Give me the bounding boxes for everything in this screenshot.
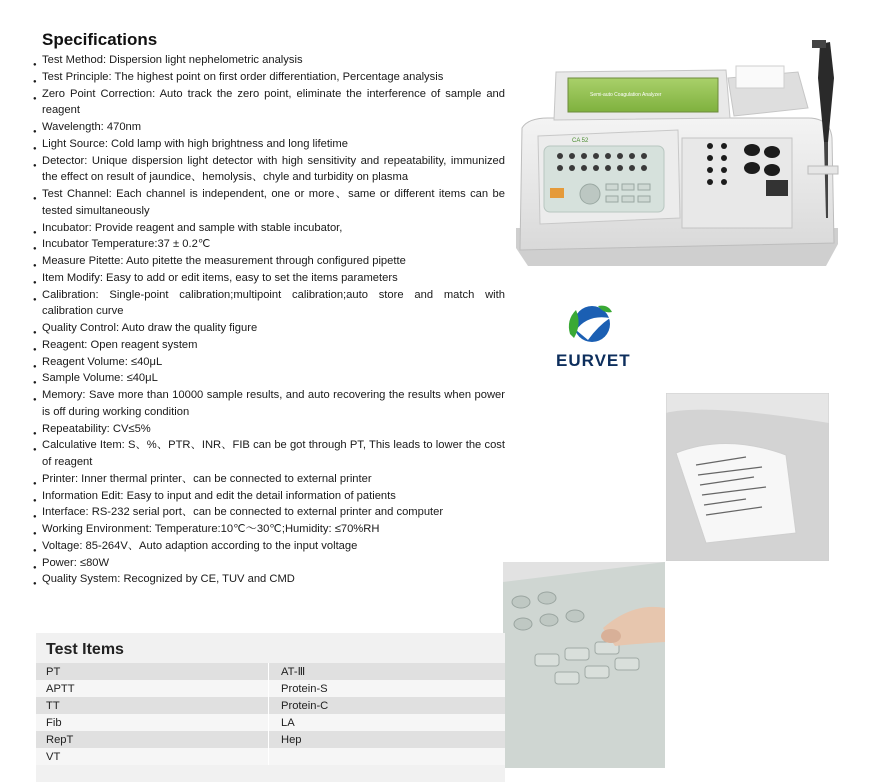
bullet-icon: ●	[33, 380, 37, 387]
spec-text: Test Channel: Each channel is independent, one or more、same or different items can be tested simultaneously	[42, 188, 505, 217]
bullet-icon: ●	[33, 229, 37, 236]
bullet-icon: ●	[33, 330, 37, 336]
bullet-icon: ●	[33, 129, 37, 135]
spec-item	[33, 186, 505, 220]
spec-item	[33, 220, 505, 237]
spec-text: Repeatability: CV≤5%	[42, 422, 151, 435]
bullet-icon: ●	[33, 581, 37, 588]
spec-item	[33, 421, 505, 438]
model-label: CA 52	[572, 138, 589, 144]
spec-text: Quality System: Recognized by CE, TUV and CMD	[42, 573, 295, 586]
spec-item	[33, 354, 505, 371]
bullet-icon: ●	[33, 95, 37, 102]
bullet-icon: ●	[33, 514, 37, 521]
spec-item	[33, 337, 505, 354]
table-cell: RepT	[36, 731, 269, 748]
table-cell: Protein-S	[269, 680, 506, 697]
bullet-icon: ●	[33, 480, 37, 487]
spec-text: Item Modify: Easy to add or edit items, easy to set the items parameters	[42, 271, 398, 284]
table-cell: TT	[36, 697, 269, 714]
table-cell: Hep	[269, 731, 506, 748]
spec-item	[33, 287, 505, 321]
logo-text: EURVET	[556, 351, 631, 370]
spec-text: Test Method: Dispersion light nephelometric analysis	[42, 54, 303, 66]
test-items-panel	[36, 633, 505, 782]
bullet-icon: ●	[33, 78, 37, 85]
spec-item	[33, 236, 505, 253]
spec-text: Calculative Item: S、%、PTR、INR、FIB can be got through PT, This leads to lower the cost of reagent	[42, 439, 505, 468]
spec-item	[33, 538, 505, 555]
bullet-icon: ●	[33, 263, 37, 269]
spec-item	[33, 437, 505, 471]
screen-text: Semi-auto Coagulation Analyzer	[590, 92, 662, 98]
table-row	[36, 697, 505, 714]
spec-item	[33, 370, 505, 387]
table-cell: PT	[36, 663, 269, 680]
spec-text: Reagent: Open reagent system	[42, 338, 198, 351]
keypad-closeup-photo	[503, 562, 665, 768]
spec-item	[33, 471, 505, 488]
spec-text: Printer: Inner thermal printer、can be connected to external printer	[42, 472, 372, 485]
spec-text: Working Environment: Temperature:10℃～30℃;Humidity: ≤70%RH	[42, 523, 380, 535]
table-cell: APTT	[36, 680, 269, 697]
spec-text: Incubator Temperature:37 ± 0.2℃	[42, 238, 211, 251]
spec-text: Sample Volume: ≤40μL	[42, 372, 158, 385]
spec-item	[33, 555, 505, 572]
bullet-icon: ●	[33, 363, 37, 370]
printer-closeup-photo	[666, 393, 829, 561]
table-cell: VT	[36, 748, 269, 765]
spec-item	[33, 571, 505, 588]
spec-text: Incubator: Provide reagent and sample with stable incubator,	[42, 221, 343, 234]
table-cell: AT-Ⅲ	[269, 663, 506, 680]
spec-text: Information Edit: Easy to input and edit the detail information of patients	[42, 489, 396, 502]
spec-text: Calibration: Single-point calibration;multipoint calibration;auto store and match with calibration curve	[42, 288, 505, 318]
spec-text: Reagent Volume: ≤40μL	[42, 355, 163, 368]
spec-text: Zero Point Correction: Auto track the zero point, eliminate the interference of sample and reagent	[42, 87, 505, 117]
spec-text: Detector: Unique dispersion light detector with high sensitivity and repeatability, immunized the effect on result of jaundice、hemolysis、chyle and turbidity on plasma	[42, 154, 505, 184]
spec-item	[33, 504, 505, 521]
bullet-icon: ●	[33, 397, 37, 403]
spec-text: Interface: RS-232 serial port、can be connected to external printer and computer	[42, 506, 444, 519]
table-row	[36, 731, 505, 748]
bullet-icon: ●	[33, 430, 37, 437]
spec-text: Wavelength: 470nm	[42, 121, 142, 133]
bullet-icon: ●	[33, 564, 37, 571]
specifications-title: Specifications	[42, 30, 158, 49]
bullet-icon: ●	[33, 62, 37, 68]
bullet-icon: ●	[33, 279, 37, 286]
spec-item	[33, 86, 505, 120]
spec-item	[33, 253, 505, 270]
bullet-icon: ●	[33, 547, 37, 554]
bullet-icon: ●	[33, 447, 37, 454]
table-row	[36, 663, 505, 680]
bullet-icon: ●	[33, 145, 37, 152]
test-items-title: Test Items	[46, 641, 124, 658]
table-cell: Protein-C	[269, 697, 506, 714]
spec-text: Quality Control: Auto draw the quality figure	[42, 322, 258, 334]
test-items-table	[36, 663, 505, 765]
spec-item	[33, 52, 505, 69]
spec-text: Light Source: Cold lamp with high brightness and long lifetime	[42, 137, 348, 150]
spec-item	[33, 488, 505, 505]
spec-text: Voltage: 85-264V、Auto adaption according to the input voltage	[42, 539, 358, 552]
spec-text: Test Principle: The highest point on first order differentiation, Percentage analysis	[42, 70, 444, 83]
spec-text: Measure Pitette: Auto pitette the measurement through configured pipette	[42, 255, 406, 267]
bullet-icon: ●	[33, 346, 37, 353]
bullet-icon: ●	[33, 497, 37, 504]
spec-item	[33, 521, 505, 538]
specifications-list	[33, 52, 505, 588]
spec-item	[33, 69, 505, 86]
bullet-icon: ●	[33, 296, 37, 303]
spec-text: Memory: Save more than 10000 sample results, and auto recovering the results when power is off during working condition	[42, 389, 505, 418]
bullet-icon: ●	[33, 531, 37, 537]
bullet-icon: ●	[33, 246, 37, 253]
spec-item	[33, 387, 505, 421]
table-row	[36, 680, 505, 697]
spec-item	[33, 153, 505, 187]
spec-text: Power: ≤80W	[42, 556, 110, 569]
spec-item	[33, 119, 505, 136]
table-cell: LA	[269, 714, 506, 731]
bullet-icon: ●	[33, 196, 37, 202]
analyzer-photo	[508, 38, 850, 308]
table-row	[36, 748, 505, 765]
spec-item	[33, 320, 505, 337]
spec-item	[33, 136, 505, 153]
table-row	[36, 714, 505, 731]
spec-item	[33, 270, 505, 287]
table-cell	[269, 748, 506, 765]
bullet-icon: ●	[33, 162, 37, 169]
table-cell: Fib	[36, 714, 269, 731]
